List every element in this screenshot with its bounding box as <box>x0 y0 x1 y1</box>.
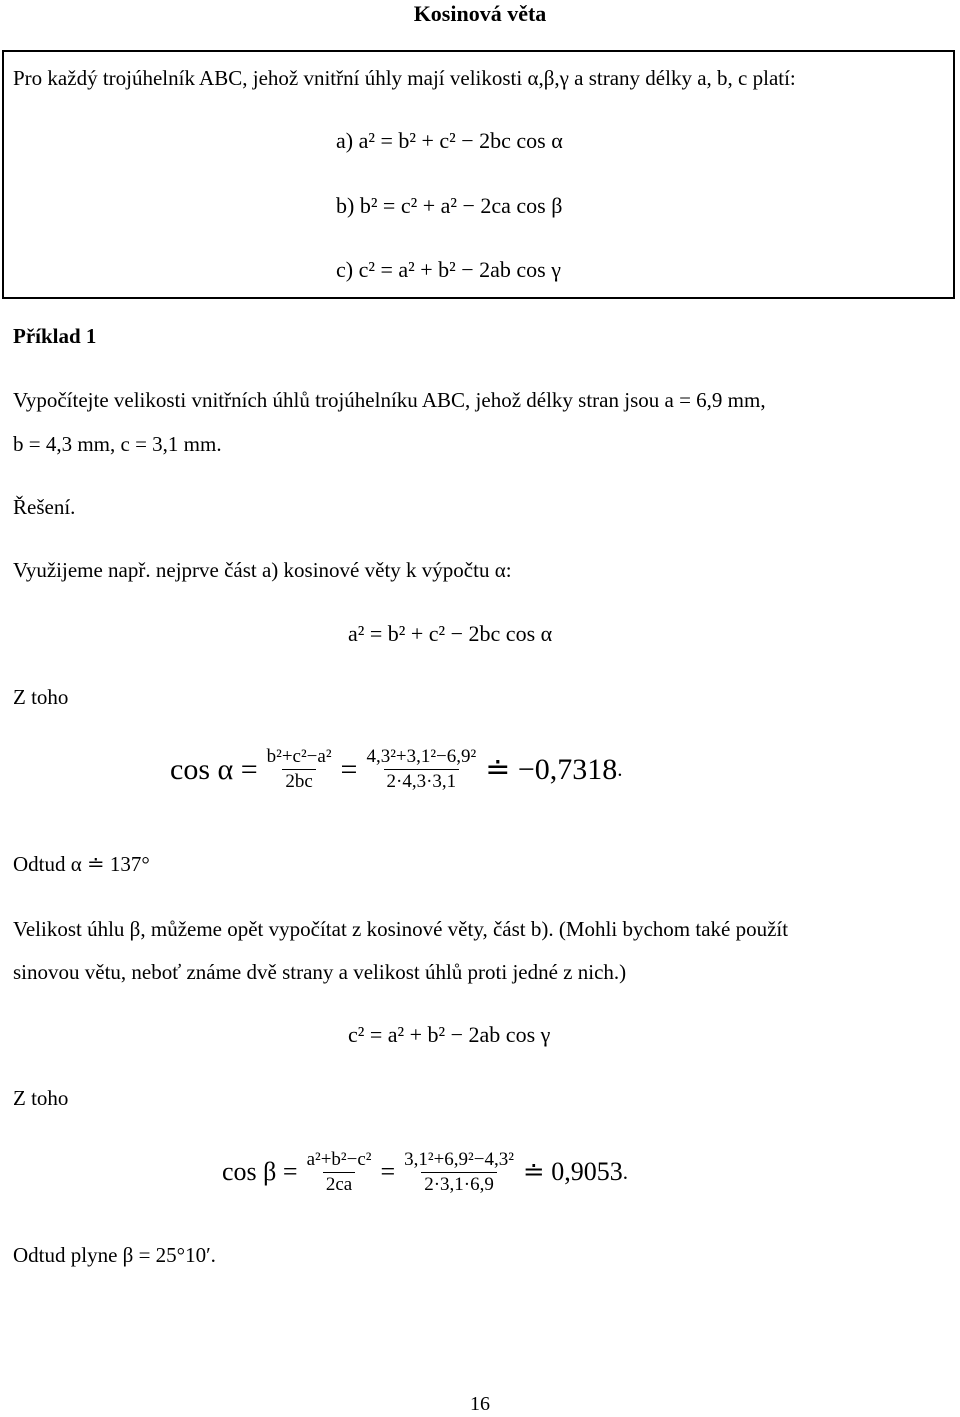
sentence-end: . <box>622 1160 628 1185</box>
law-of-cosines-c: c² = a² + b² − 2ab cos γ <box>348 1022 551 1047</box>
fraction-numerator: b²+c²−a² <box>266 746 332 767</box>
beta-text-line-1: Velikost úhlu β, můžeme opět vypočítat z kosinové věty, část b). (Mohli bychom také použít <box>13 917 789 941</box>
z-toho-2: Z toho <box>13 1086 69 1110</box>
task-line-1: Vypočítejte velikosti vnitřních úhlů trojúhelníku ABC, jehož délky stran jsou a = 6,9 mm, <box>13 388 766 412</box>
page-title: Kosinová věta <box>413 1 547 26</box>
cos-alpha-equation <box>170 745 623 794</box>
page-number: 16 <box>470 1393 490 1415</box>
sentence-end: . <box>617 757 623 782</box>
theorem-formula-a: a) a² = b² + c² − 2bc cos α <box>336 128 563 153</box>
law-of-cosines-a: a² = b² + c² − 2bc cos α <box>348 621 553 646</box>
cos-alpha-lhs: cos α = <box>170 752 258 786</box>
use-text: Využijeme např. nejprve část a) kosinové věty k výpočtu α: <box>13 558 512 582</box>
cos-beta-equation <box>222 1148 628 1197</box>
fraction-denominator: 2bc <box>282 769 315 794</box>
cos-beta-fraction-1 <box>304 1148 375 1197</box>
cos-alpha-fraction-1 <box>264 745 335 794</box>
fraction-denominator: 2·4,3·3,1 <box>384 769 460 794</box>
cos-alpha-fraction-2 <box>363 745 479 794</box>
equals-sign: = <box>340 752 358 786</box>
solution-label: Řešení. <box>13 495 76 519</box>
cos-beta-lhs: cos β = <box>222 1157 298 1186</box>
cos-beta-fraction-2 <box>401 1148 517 1197</box>
fraction-numerator: 3,1²+6,9²−4,3² <box>404 1149 514 1170</box>
fraction-denominator: 2·3,1·6,9 <box>421 1172 497 1197</box>
beta-text-line-2: sinovou větu, neboť známe dvě strany a velikost úhlů proti jedné z nich.) <box>13 960 627 984</box>
fraction-numerator: 4,3²+3,1²−6,9² <box>366 746 477 767</box>
equals-sign: = <box>380 1157 396 1186</box>
beta-result: Odtud plyne β = 25°10′. <box>13 1243 216 1267</box>
theorem-intro: Pro každý trojúhelník ABC, jehož vnitřní úhly mají velikosti α,β,γ a strany délky a, b, c platí: <box>13 66 796 90</box>
z-toho-1: Z toho <box>13 685 69 709</box>
cos-alpha-result: ≐ −0,7318 <box>485 752 618 786</box>
example-heading: Příklad 1 <box>13 324 97 348</box>
theorem-formula-c: c) c² = a² + b² − 2ab cos γ <box>336 257 561 282</box>
fraction-numerator: a²+b²−c² <box>306 1149 372 1170</box>
fraction-denominator: 2ca <box>323 1172 355 1197</box>
theorem-formula-b: b) b² = c² + a² − 2ca cos β <box>336 193 563 218</box>
cos-beta-result: ≐ 0,9053 <box>522 1157 623 1186</box>
alpha-result: Odtud α ≐ 137° <box>13 852 150 876</box>
task-line-2: b = 4,3 mm, c = 3,1 mm. <box>13 432 222 456</box>
